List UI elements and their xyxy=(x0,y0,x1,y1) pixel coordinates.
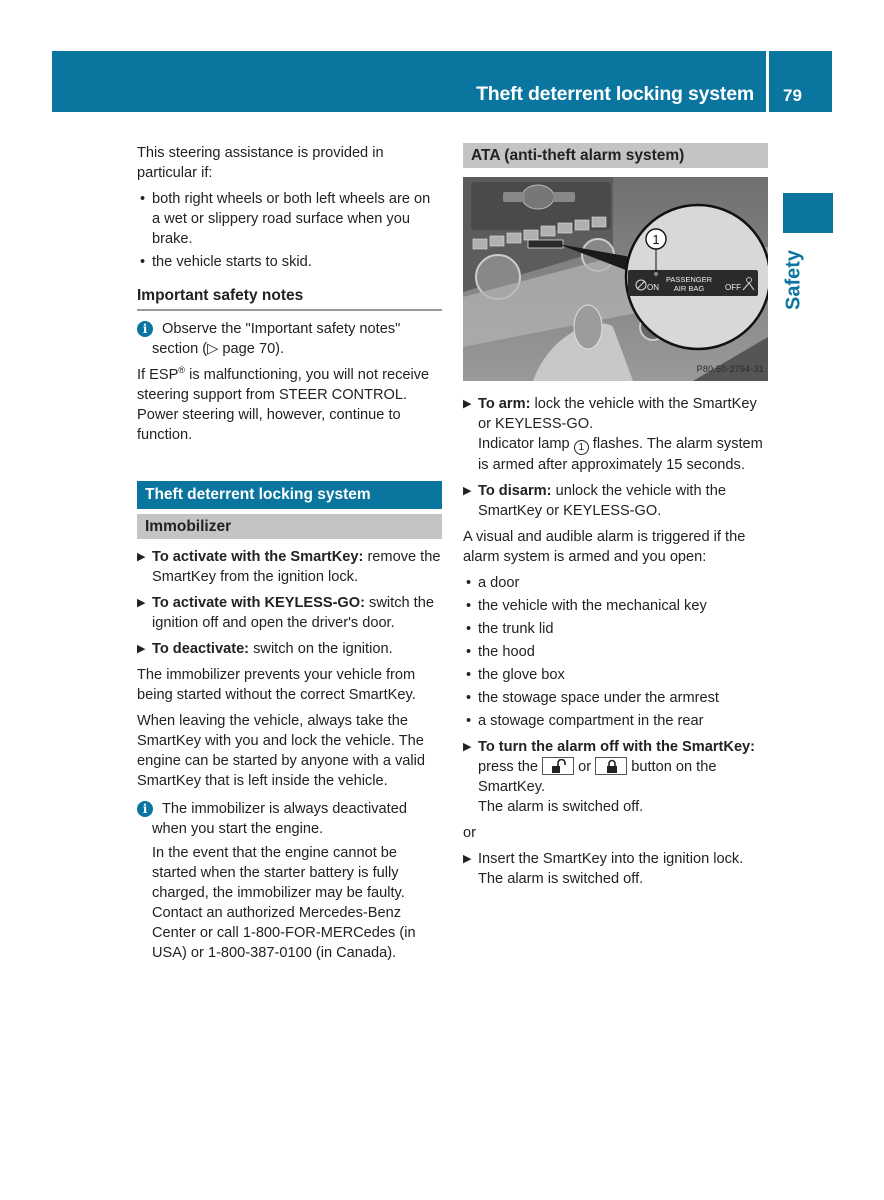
step-item-alarm-off: ▶ To turn the alarm off with the SmartKey: press the or button on the SmartKey. The alarm is switched off. xyxy=(463,739,756,815)
right-column xyxy=(463,143,768,895)
list-item: • the hood xyxy=(466,644,535,660)
panel-on-label: ON xyxy=(647,283,659,292)
trigger-list xyxy=(463,573,768,731)
lock-icon xyxy=(595,757,627,775)
bullet-icon: • xyxy=(466,621,472,637)
list-item: • the trunk lid xyxy=(466,621,554,637)
info-note xyxy=(137,799,442,963)
list-item: • both right wheels or both left wheels are on a wet or slippery road surface when you brake. xyxy=(140,191,431,247)
page-number: 79 xyxy=(783,86,802,105)
side-tab xyxy=(779,248,809,312)
list-item: • the stowage space under the armrest xyxy=(466,690,719,706)
immobilizer-paragraph: The immobilizer prevents your vehicle from being started without the correct SmartKey. xyxy=(137,667,416,703)
info-note-detail: In the event that the engine cannot be started when the starter battery is fully charged, the immobilizer may be faulty. Contact an authorized Mercedes-Benz Center or call 1-800-FOR-MERCedes (in USA) or 1-800-387-0100 (in Canada). xyxy=(152,845,416,961)
step-item: ▶ To deactivate: switch on the ignition. xyxy=(137,641,393,657)
left-column xyxy=(137,143,442,969)
callout-number: 1 xyxy=(652,232,660,247)
bullet-icon: • xyxy=(466,690,472,706)
step-item: ▶ To activate with KEYLESS-GO: switch the ignition off and open the driver's door. xyxy=(137,595,434,631)
info-icon: i xyxy=(137,321,153,337)
step-item-disarm: ▶ To disarm: unlock the vehicle with the SmartKey or KEYLESS-GO. xyxy=(463,483,726,519)
or-label: or xyxy=(463,825,476,841)
section-heading: Theft deterrent locking system xyxy=(137,481,442,509)
esp-paragraph: If ESP® is malfunctioning, you will not receive steering support from STEER CONTROL. Power steering will, however, continue to function. xyxy=(137,365,430,443)
step-arrow-icon: ▶ xyxy=(463,853,472,865)
panel-off-label: OFF xyxy=(725,283,741,292)
step-arrow-icon: ▶ xyxy=(463,398,472,410)
conditions-list xyxy=(137,189,442,272)
step-arrow-icon: ▶ xyxy=(463,741,472,753)
step-arrow-icon: ▶ xyxy=(463,485,472,497)
callout-ref-icon: 1 xyxy=(574,440,589,455)
subsection-heading-immobilizer: Immobilizer xyxy=(137,514,442,539)
step-item-arm: ▶ To arm: lock the vehicle with the SmartKey or KEYLESS-GO. Indicator lamp 1 flashes. The alarm system is armed after approximately 15 seconds. xyxy=(463,396,763,473)
list-item: • a door xyxy=(466,575,520,591)
info-note-text: The immobilizer is always deactivated when you start the engine. xyxy=(152,801,407,837)
unlock-icon xyxy=(542,757,574,775)
insert-steps xyxy=(463,849,768,889)
list-item: • the vehicle with the mechanical key xyxy=(466,598,707,614)
alarm-off-steps xyxy=(463,737,768,817)
safety-note-text[interactable]: Observe the "Important safety notes" section (▷ page 70). xyxy=(152,321,401,357)
bullet-icon: • xyxy=(466,598,472,614)
alarm-off-result: The alarm is switched off. xyxy=(478,799,644,815)
bullet-icon: • xyxy=(466,644,472,660)
step-item: ▶ To activate with the SmartKey: remove the SmartKey from the ignition lock. xyxy=(137,549,441,585)
side-tab-marker xyxy=(783,193,833,233)
bullet-icon: • xyxy=(466,575,472,591)
header-bar xyxy=(52,51,766,112)
panel-label-line2: AIR BAG xyxy=(673,284,705,293)
page-number-box xyxy=(769,51,832,112)
step-arrow-icon: ▶ xyxy=(137,643,146,655)
list-item: • a stowage compartment in the rear xyxy=(466,713,704,729)
insert-result: The alarm is switched off. xyxy=(478,871,644,887)
immobilizer-steps xyxy=(137,547,442,659)
list-item: • the glove box xyxy=(466,667,565,683)
trigger-intro: A visual and audible alarm is triggered if the alarm system is armed and you open: xyxy=(463,529,746,565)
figure-code: P80.50-2794-31 xyxy=(696,364,764,374)
ata-steps xyxy=(463,394,768,521)
step-arrow-icon: ▶ xyxy=(137,597,146,609)
bullet-icon: • xyxy=(466,667,472,683)
info-icon: i xyxy=(137,801,153,817)
leaving-vehicle-paragraph: When leaving the vehicle, always take the SmartKey with you and lock the vehicle. The engine can be started by anyone with a valid SmartKey that is left inside the vehicle. xyxy=(137,713,426,789)
list-item: • the vehicle starts to skid. xyxy=(140,254,312,270)
step-arrow-icon: ▶ xyxy=(137,551,146,563)
safety-notes-heading: Important safety notes xyxy=(137,286,442,311)
bullet-icon: • xyxy=(466,713,472,729)
page-header-title: Theft deterrent locking system xyxy=(476,83,754,105)
panel-label-line1: PASSENGER xyxy=(665,275,713,284)
subsection-heading-ata: ATA (anti-theft alarm system) xyxy=(463,143,768,168)
intro-paragraph: This steering assistance is provided in particular if: xyxy=(137,145,384,181)
side-tab-label: Safety xyxy=(782,249,805,311)
info-note xyxy=(137,319,442,359)
step-item-insert: ▶ Insert the SmartKey into the ignition lock. The alarm is switched off. xyxy=(463,851,744,887)
bullet-icon: • xyxy=(140,254,146,270)
bullet-icon: • xyxy=(140,191,146,207)
console-drawing xyxy=(463,177,768,381)
console-illustration xyxy=(463,177,768,381)
